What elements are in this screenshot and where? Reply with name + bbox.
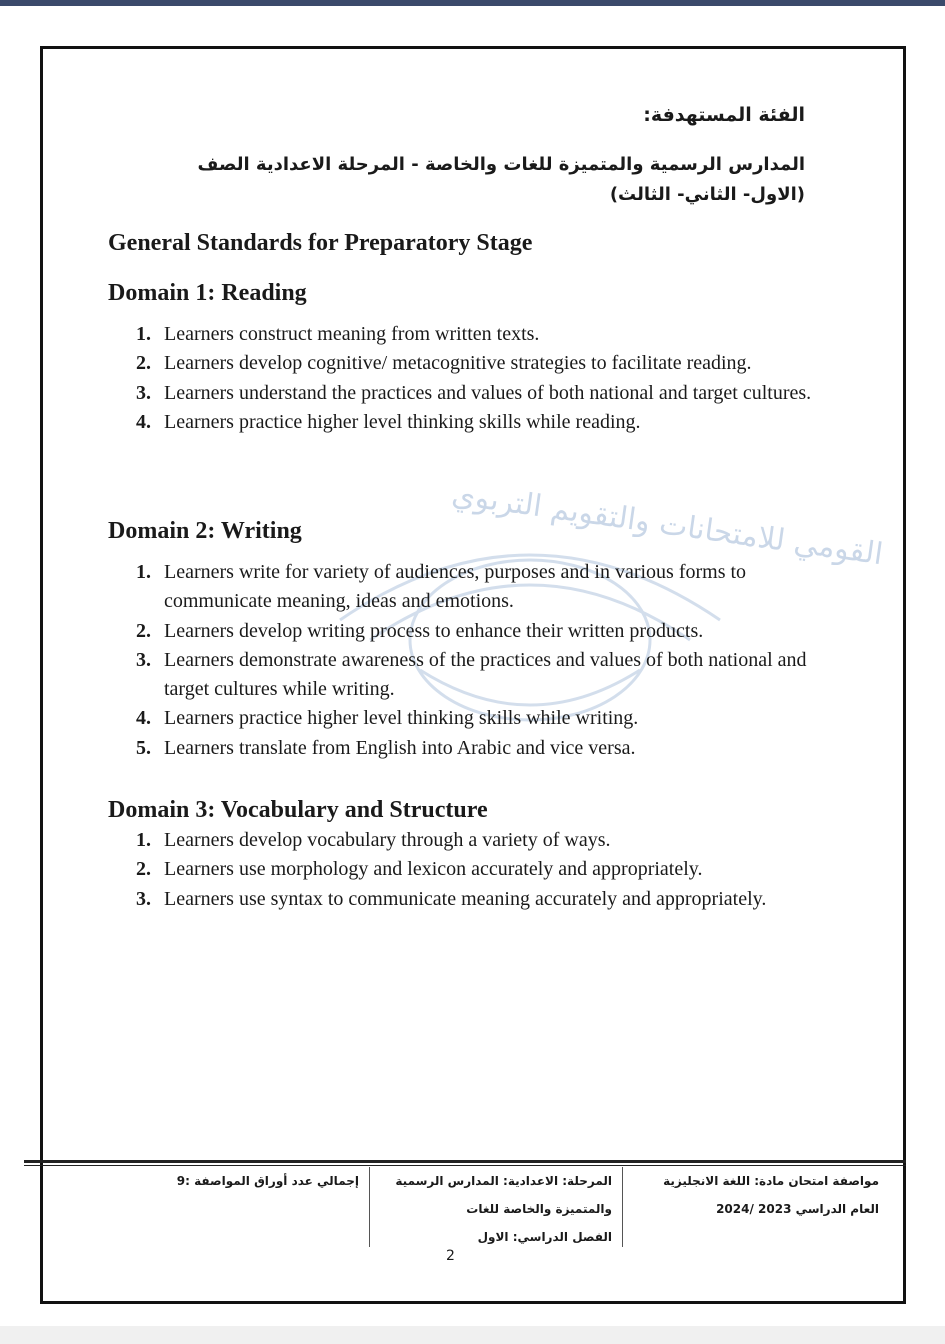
list-item: 5. Learners translate from English into Arabic and vice versa. [136,736,636,759]
footer-rule-thin [24,1165,906,1166]
list-item: 3. Learners understand the practices and values of both national and target cultures. [136,381,812,404]
list-item: 1. Learners write for variety of audiences, purposes and in various forms to communicate meaning, ideas and emotions. [136,561,747,613]
page-number: 2 [446,1248,455,1264]
list-item: 2. Learners develop cognitive/ metacognitive strategies to facilitate reading. [136,352,752,375]
footer-academic-year: العام الدراسي 2023 /2024 [716,1202,879,1216]
footer-rule [24,1160,906,1163]
list-item: 3. Learners demonstrate awareness of the practices and values of both national and target cultures while writing. [136,648,807,701]
list-item: 2. Learners use morphology and lexicon accurately and appropriately. [136,858,703,881]
domain-3-list [136,826,816,914]
footer-pages-total [159,1167,370,1247]
watermark-text: القومي للامتحانات والتقويم التربوي [449,477,885,573]
footer-schools: والمتميزة والخاصة للغات [466,1202,612,1216]
page-title: General Standards for Preparatory Stage [108,230,533,256]
footer-exam-spec [649,1167,879,1223]
bottom-bar [0,1326,945,1344]
footer-pages-count: إجمالي عدد أوراق المواصفة :9 [176,1174,359,1188]
list-item: 4. Learners practice higher level thinking skills while writing. [136,707,639,730]
domain-2-list [136,558,816,763]
domain-1-title: Domain 1: Reading [108,280,307,306]
domain-1-list [136,320,816,437]
target-group-text: المدارس الرسمية والمتميزة للغات والخاصة - المرحلة الاعدادية الصف (الاول- الثاني- الثالث) [197,154,805,205]
footer-stage: المرحلة: الاعدادية: المدارس الرسمية [395,1174,612,1188]
domain-2-title: Domain 2: Writing [108,518,302,544]
list-item: 2. Learners develop writing process to enhance their written products. [136,619,704,642]
list-item: 1. Learners construct meaning from written texts. [136,323,540,345]
list-item: 1. Learners develop vocabulary through a variety of ways. [136,829,611,851]
list-item: 4. Learners practice higher level thinking skills while reading. [136,410,641,433]
top-bar [0,0,945,6]
domain-3-title: Domain 3: Vocabulary and Structure [108,797,488,823]
footer-stage-info [352,1167,623,1247]
list-item: 3. Learners use syntax to communicate meaning accurately and appropriately. [136,887,767,910]
footer-term: الفصل الدراسي: الاول [477,1230,612,1244]
target-group-heading: الفئة المستهدفة: [643,104,805,126]
footer-subject: مواصفة امتحان مادة: اللغة الانجليزية [663,1174,879,1188]
